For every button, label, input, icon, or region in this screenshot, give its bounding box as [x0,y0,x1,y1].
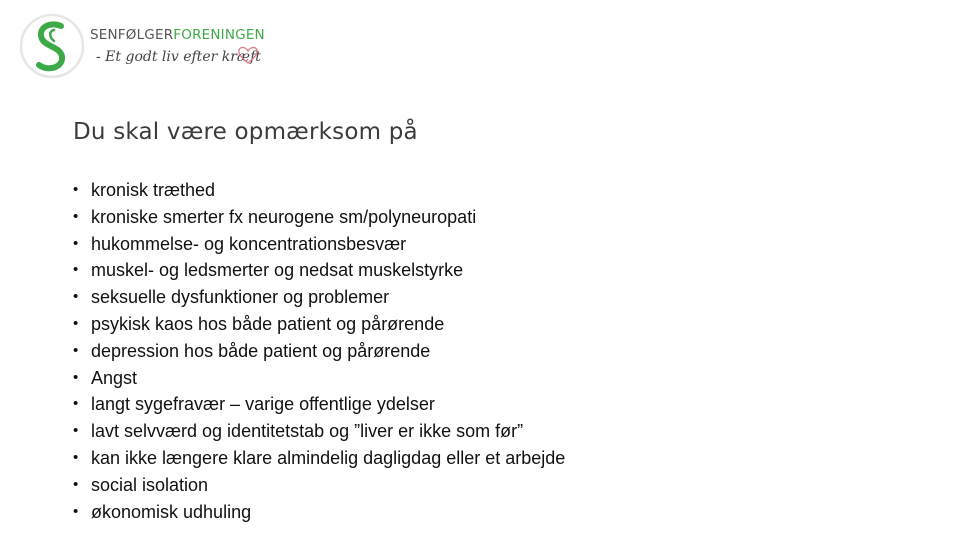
list-item-text: muskel- og ledsmerter og nedsat muskelstyrke [91,260,464,281]
list-item [73,365,565,392]
list-item [73,472,565,499]
logo-wordmark-part2: FORENINGEN [173,27,265,43]
list-item-text: lavt selvværd og identitetstab og ”liver er ikke som før” [91,421,524,442]
bullet-marker: • [73,261,79,279]
list-item [73,499,565,526]
bullet-marker: • [73,341,79,359]
bullet-marker: • [73,234,79,252]
list-item [73,391,565,418]
list-item-text: seksuelle dysfunktioner og problemer [91,287,390,308]
list-item [73,445,565,472]
bullet-marker: • [73,288,79,306]
bullet-marker: • [73,207,79,225]
list-item [73,257,565,284]
logo-wordmark-part1: SENFØLGER [90,27,174,43]
list-item [73,418,565,445]
bullet-marker: • [73,181,79,198]
list-item-text: depression hos både patient og pårørende [91,340,431,361]
list-item-text: social isolation [91,474,209,495]
list-item [73,204,565,231]
slide-title: Du skal være opmærksom på [73,119,418,145]
bullet-list [73,177,565,525]
bullet-marker: • [73,448,79,466]
bullet-marker: • [73,502,79,520]
list-item [73,231,565,258]
heart-icon [236,44,260,66]
bullet-marker: • [73,395,79,413]
logo-tagline: - Et godt liv efter kræft [96,49,261,65]
list-item-text: kroniske smerter fx neurogene sm/polyneuropati [91,206,477,227]
logo-s-mark [18,12,86,80]
logo [18,12,268,84]
bullet-marker: • [73,314,79,332]
list-item-text: kan ikke længere klare almindelig dagligdag eller et arbejde [91,447,566,468]
list-item [73,311,565,338]
bullet-marker: • [73,422,79,440]
list-item-text: hukommelse- og koncentrationsbesvær [91,233,407,254]
list-item-text: kronisk træthed [91,180,216,200]
bullet-marker: • [73,475,79,493]
list-item [73,177,565,204]
logo-wordmark [90,29,265,43]
list-item-text: økonomisk udhuling [91,501,252,522]
list-item-text: Angst [91,367,138,388]
list-item [73,338,565,365]
bullet-marker: • [73,368,79,386]
list-item-text: langt sygefravær – varige offentlige ydelser [91,394,435,415]
list-item-text: psykisk kaos hos både patient og pårørende [91,313,445,334]
list-item [73,284,565,311]
